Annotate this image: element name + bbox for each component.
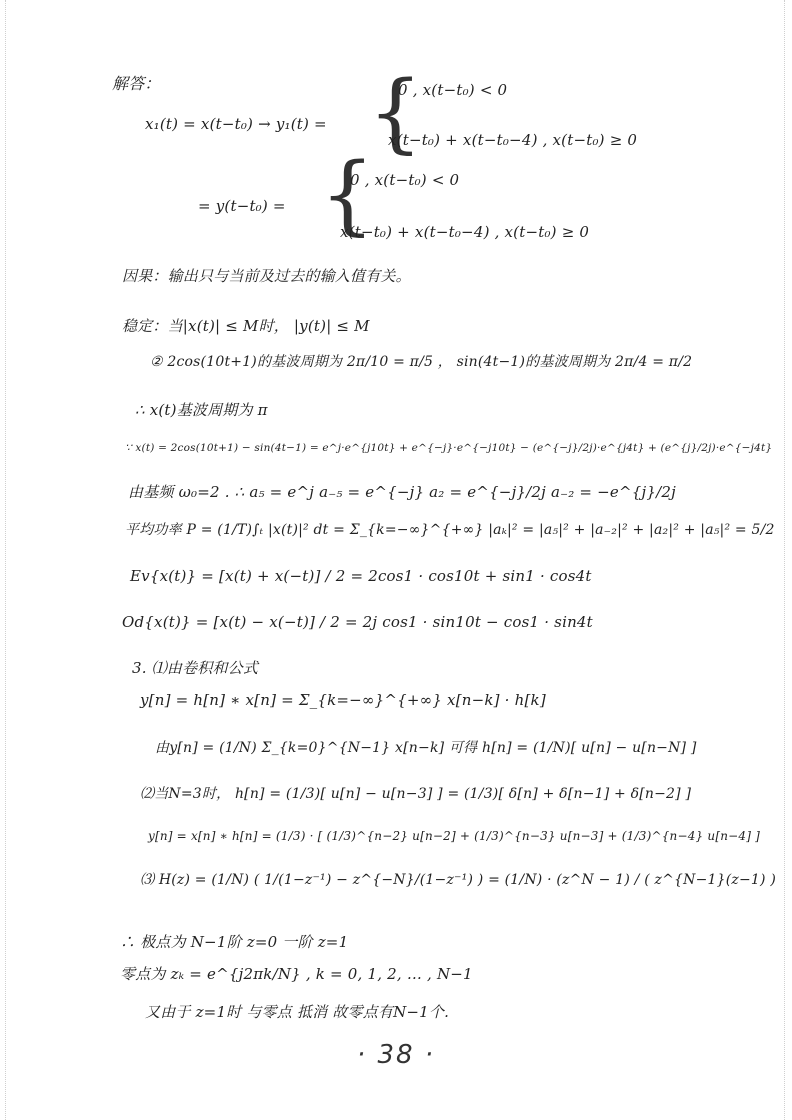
average-power: 平均功率 P = (1/T)∫ₜ |x(t)|² dt = Σ_{k=−∞}^{+∞} |aₖ|² = |a₅|² + |a₋₂|² + |a₂|² + |a₅|² = 5/2 [125,522,775,538]
fourier-expansion: ∵ x(t) = 2cos(10t+1) − sin(4t−1) = e^j·e^{j10t} + e^{−j}·e^{−j10t} − (e^{−j}/2j)·e^{j4t} + (e^{j}/2j)·e^{−j4t} [125,442,773,454]
causality-note: 因果：输出只与当前及过去的输入值有关。 [122,267,411,285]
impulse-response: 由y[n] = (1/N) Σ_{k=0}^{N−1} x[n−k] 可得 h[n] = (1/N)[ u[n] − u[n−N] ] [155,740,697,756]
page-number: · 38 · [356,1040,436,1070]
pole-zero-cancellation: 又由于 z=1时 与零点 抵消 故零点有N−1个. [145,1003,450,1021]
scan-right-edge [784,0,787,1120]
fundamental-periods: ② 2cos(10t+1)的基波周期为 2π/10 = π/5 ， sin(4t−1)的基波周期为 2π/4 = π/2 [150,354,693,370]
output-sequence: y[n] = x[n] ∗ h[n] = (1/3) · [ (1/3)^{n−2} u[n−2] + (1/3)^{n−3} u[n−3] + (1/3)^{n−4} u[n−4] ] [148,829,761,843]
eq2-case-1: 0 , x(t−t₀) < 0 [350,171,460,189]
eq2-brace: { [320,145,375,245]
poles: ∴ 极点为 N−1阶 z=0 一阶 z=1 [120,933,349,951]
eq1-case-1: 0 , x(t−t₀) < 0 [398,81,508,99]
convolution-sum: y[n] = h[n] ∗ x[n] = Σ_{k=−∞}^{+∞} x[n−k] · h[k] [140,691,546,709]
eq2-case-2: x(t−t₀) + x(t−t₀−4) , x(t−t₀) ≥ 0 [340,223,590,241]
even-part: Ev{x(t)} = [x(t) + x(−t)] / 2 = 2cos1 · cos10t + sin1 · cos4t [130,567,592,585]
solution-heading: 解答： [112,74,161,93]
zeros: 零点为 zₖ = e^{j2πk/N} , k = 0, 1, 2, … , N−1 [120,965,473,983]
section-3-heading: 3. ⑴由卷积和公式 [132,659,259,677]
eq2-lhs: = y(t−t₀) = [198,197,286,215]
period-conclusion: ∴ x(t)基波周期为 π [135,401,268,419]
fourier-coefficients: 由基频 ω₀=2 . ∴ a₅ = e^j a₋₅ = e^{−j} a₂ = e^{−j}/2j a₋₂ = −e^{j}/2j [128,483,676,501]
eq1-lhs: x₁(t) = x(t−t₀) → y₁(t) = [145,115,327,133]
n-equals-3: ⑵当N=3时， h[n] = (1/3)[ u[n] − u[n−3] ] = (1/3)[ δ[n] + δ[n−1] + δ[n−2] ] [140,786,692,802]
system-function: ⑶ H(z) = (1/N) ( 1/(1−z⁻¹) − z^{−N}/(1−z⁻¹) ) = (1/N) · (z^N − 1) / ( z^{N−1}(z−1) ) [140,872,776,888]
eq1-brace: { [368,63,423,163]
stability-note: 稳定：当|x(t)| ≤ M时， |y(t)| ≤ M [122,317,370,335]
odd-part: Od{x(t)} = [x(t) − x(−t)] / 2 = 2j cos1 · sin10t − cos1 · sin4t [122,613,593,631]
scan-left-edge [5,0,8,1120]
eq1-case-2: x(t−t₀) + x(t−t₀−4) , x(t−t₀) ≥ 0 [388,131,638,149]
